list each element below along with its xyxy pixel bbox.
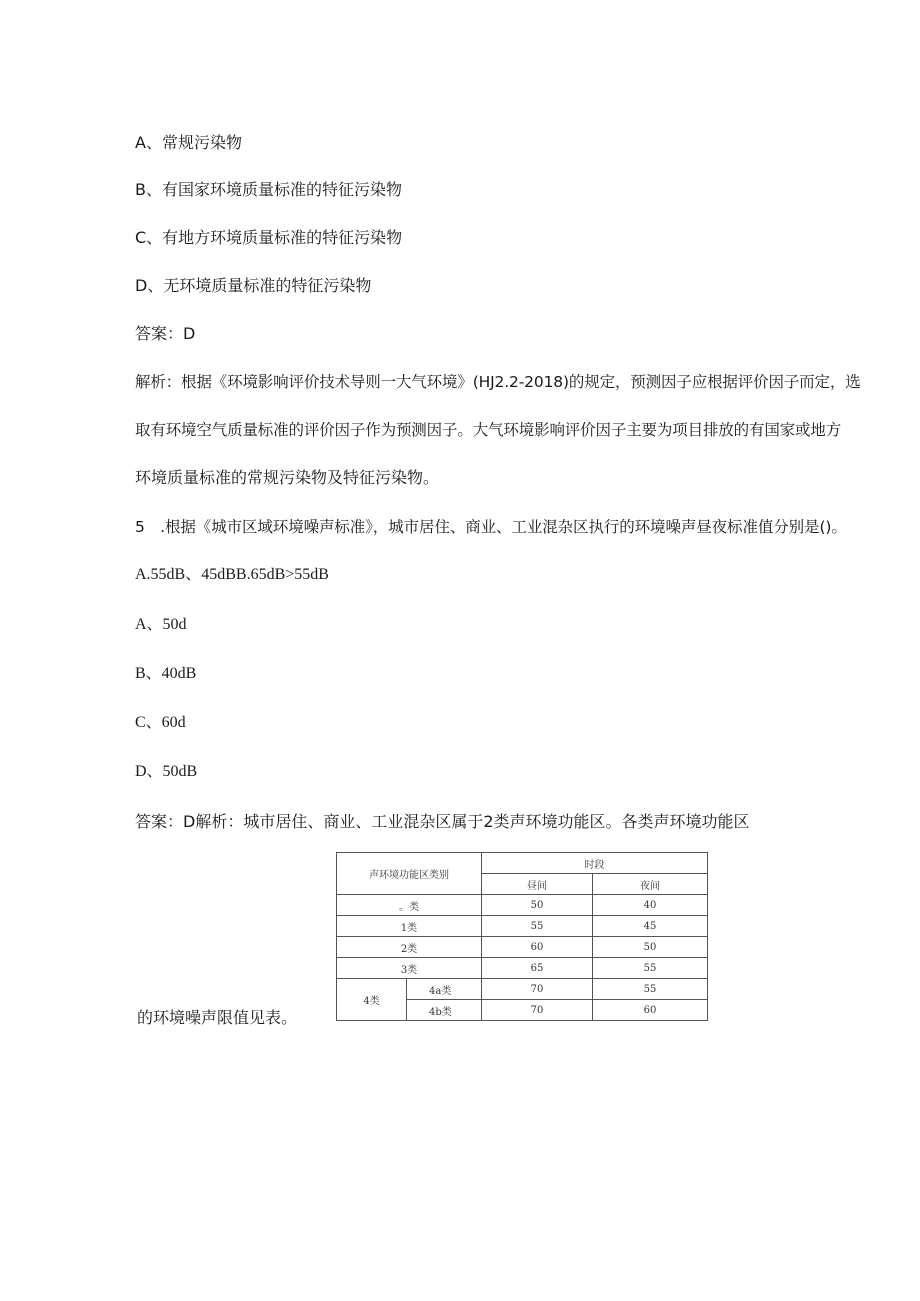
option-c-q4: C、有地方环境质量标准的特征污染物 <box>135 228 403 247</box>
sub-row-label: 4b类 <box>407 1000 482 1021</box>
option-b-q4: B、有国家环境质量标准的特征污染物 <box>135 180 402 199</box>
table-row <box>337 979 708 1000</box>
analysis-q4-line2: 取有环境空气质量标准的评价因子作为预测因子。大气环境影响评价因子主要为项目排放的有国家或地方 <box>135 421 842 439</box>
table-row <box>337 937 708 958</box>
question-5: 5 .根据《城市区域环境噪声标准》，城市居住、商业、工业混杂区执行的环境噪声昼夜标准值分别是()。 <box>135 518 847 536</box>
analysis-q4-line3: 环境质量标准的常规污染物及特征污染物。 <box>135 468 440 487</box>
header-period: 时段 <box>482 853 708 874</box>
row-night-value: 40 <box>593 895 708 916</box>
row-night-value: 55 <box>593 958 708 979</box>
row-label: 1类 <box>337 916 482 937</box>
option-c-q5: C、60d <box>135 714 186 731</box>
table-row <box>337 916 708 937</box>
row-label: 3类 <box>337 958 482 979</box>
option-b-q5: B、40dB <box>135 665 197 682</box>
header-day: 昼间 <box>482 874 593 895</box>
row-day-value: 50 <box>482 895 593 916</box>
table-row <box>337 895 708 916</box>
row-night-value: 50 <box>593 937 708 958</box>
question-5-inline-options: A.55dB、45dBB.65dB>55dB <box>135 566 329 583</box>
answer-q4: 答案：D <box>135 324 196 343</box>
group-label: 4类 <box>337 979 407 1021</box>
row-label: 。类 <box>337 895 482 916</box>
table-row <box>337 958 708 979</box>
option-d-q4: D、无环境质量标准的特征污染物 <box>135 276 372 295</box>
row-day-value: 65 <box>482 958 593 979</box>
row-night-value: 45 <box>593 916 708 937</box>
row-day-value: 60 <box>482 937 593 958</box>
header-category: 声环境功能区类别 <box>337 853 482 895</box>
row-night-value: 60 <box>593 1000 708 1021</box>
row-label: 2类 <box>337 937 482 958</box>
answer-q5: 答案：D解析：城市居住、商业、工业混杂区属于2类声环境功能区。各类声环境功能区 <box>135 812 750 831</box>
table-caption: 的环境噪声限值见表。 <box>137 1008 298 1027</box>
table-header-row <box>337 853 708 874</box>
option-a-q4: A、常规污染物 <box>135 133 242 152</box>
row-night-value: 55 <box>593 979 708 1000</box>
option-d-q5: D、50dB <box>135 763 198 780</box>
row-day-value: 70 <box>482 1000 593 1021</box>
row-day-value: 55 <box>482 916 593 937</box>
sub-row-label: 4a类 <box>407 979 482 1000</box>
analysis-q4-line1: 解析：根据《环境影响评价技术导则一大气环境》(HJ2.2-2018)的规定，预测因子应根据评价因子而定，选 <box>135 373 861 391</box>
header-night: 夜间 <box>593 874 708 895</box>
noise-limit-table <box>336 852 708 1021</box>
option-a-q5: A、50d <box>135 616 187 633</box>
row-day-value: 70 <box>482 979 593 1000</box>
